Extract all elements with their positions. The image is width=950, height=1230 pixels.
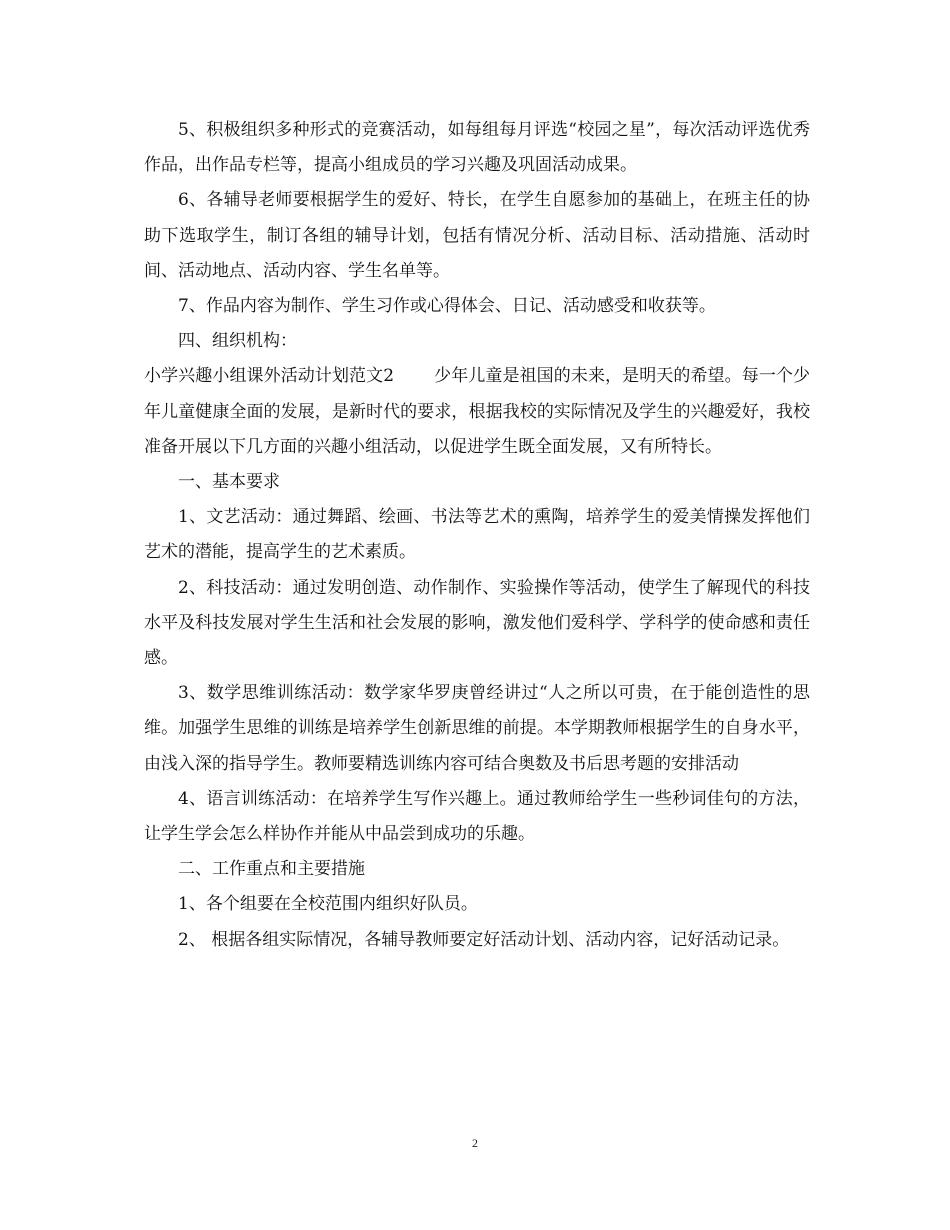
paragraph-technology: 2、科技活动：通过发明创造、动作制作、实验操作等活动，使学生了解现代的科技水平及科技发展对学生生活和社会发展的影响，激发他们爱科学、学科学的使命感和责任感。: [144, 577, 810, 669]
section-intro: 少年儿童是祖国的未来，是明天的希望。每一个少年儿童健康全面的发展，是新时代的要求，根据我校的实际情况及学生的兴趣爱好，我校准备开展以下几方面的兴趣小组活动，以促进学生既全面发展，又有所特长。: [144, 366, 810, 457]
paragraph-item-6: 6、各辅导老师要根据学生的爱好、特长，在学生自愿参加的基础上，在班主任的协助下选取学生，制订各组的辅导计划，包括有情况分析、活动目标、活动措施、活动时间、活动地点、活动内容、学生名单等。: [144, 190, 810, 281]
paragraph-language: 4、语言训练活动：在培养学生写作兴趣上。通过教师给学生一些秒词佳句的方法，让学生学会怎么样协作并能从中品尝到成功的乐趣。: [144, 788, 810, 845]
paragraph-item-7: 7、作品内容为制作、学生习作或心得体会、日记、活动感受和收获等。: [178, 296, 716, 317]
section-heading: 小学兴趣小组课外活动计划范文2: [144, 366, 395, 387]
heading-basic-requirements: 一、基本要求: [178, 472, 280, 493]
page-number: 2: [472, 1136, 478, 1150]
heading-key-measures: 二、工作重点和主要措施: [178, 859, 365, 880]
paragraph-measure-1: 1、各个组要在全校范围内组织好队员。: [178, 894, 478, 915]
section-block: [144, 359, 810, 465]
document-body: [144, 113, 810, 958]
paragraph-measure-2: 2、 根据各组实际情况，各辅导教师要定好活动计划、活动内容，记好活动记录。: [178, 929, 790, 950]
paragraph-item-5: 5、积极组织多种形式的竞赛活动，如每组每月评选“校园之星”，每次活动评选优秀作品，出作品专栏等，提高小组成员的学习兴趣及巩固活动成果。: [144, 120, 810, 176]
paragraph-arts: 1、文艺活动：通过舞蹈、绘画、书法等艺术的熏陶，培养学生的爱美情操发挥他们艺术的潜能，提高学生的艺术素质。: [144, 507, 810, 563]
heading-organization: 四、组织机构：: [178, 331, 297, 352]
paragraph-math: 3、数学思维训练活动：数学家华罗庚曾经讲过“人之所以可贵，在于能创造性的思维。加强学生思维的训练是培养学生创新思维的前提。本学期教师根据学生的自身水平，由浅入深的指导学生。教师要精选训练内容可结合奥数及书后思考题的安排活动: [144, 683, 810, 774]
